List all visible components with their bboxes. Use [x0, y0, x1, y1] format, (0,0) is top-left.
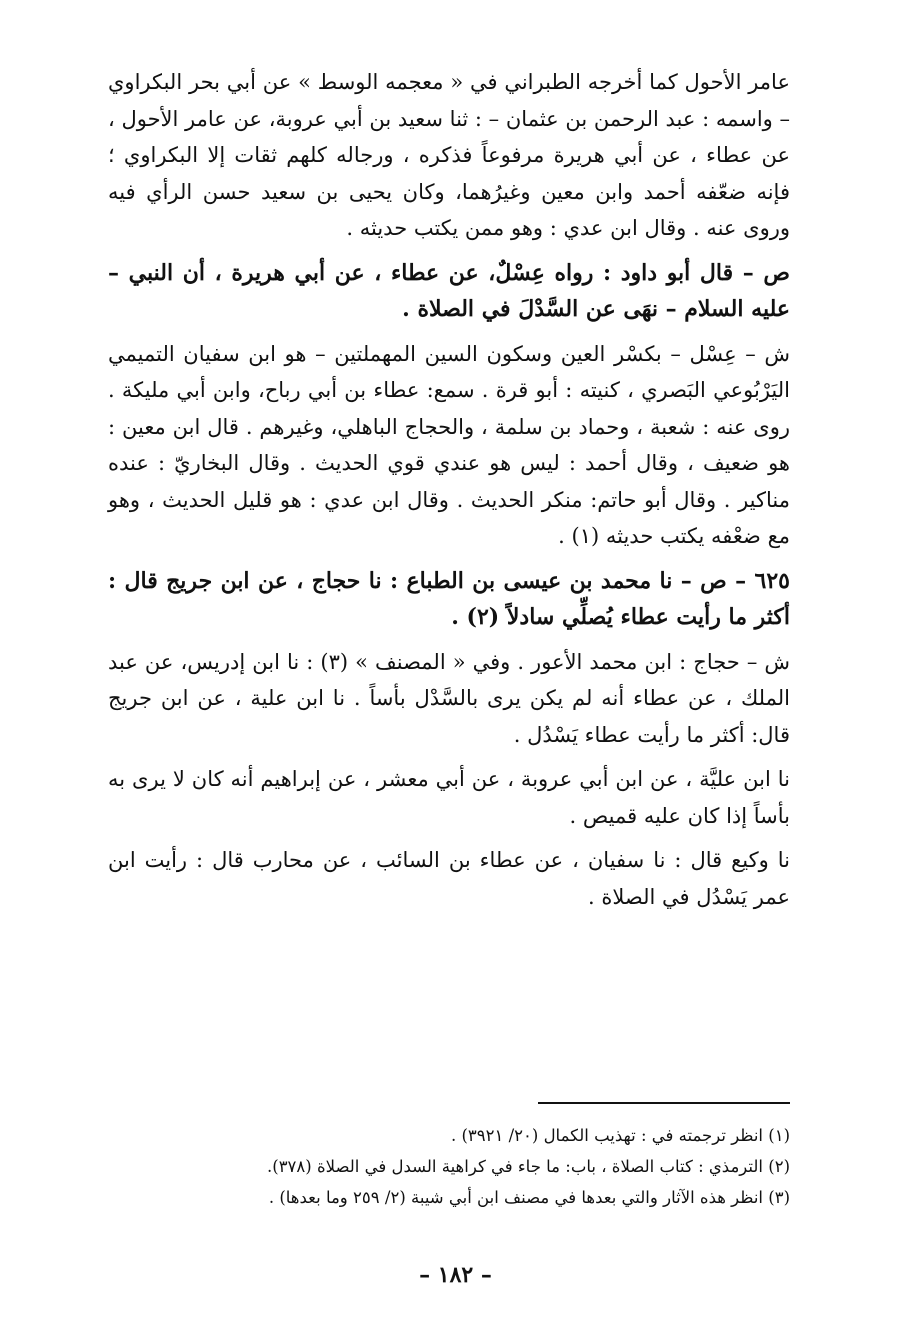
- footnote-3: (٣) انظر هذه الآثار والتي بعدها في مصنف ابن أبي شيبة (٢/ ٢٥٩ وما بعدها) .: [268, 1188, 790, 1207]
- paragraph-text: ش – عِسْل – بكسْر العين وسكون السين المهملتين – هو ابن سفيان التميمي اليَرْبُوعي البَصري ، كنيته : أبو قرة . سمع: عطاء بن أبي رباح، وابن أبي مليكة . روى عنه : شعبة ، وحماد بن سلمة ، والحجاج الباهلي، وغيرهم . قال ابن معين : هو ضعيف ، وقال أحمد : ليس هو عندي قوي الحديث . وقال البخاريّ : عنده مناكير . وقال أبو حاتم: منكر الحديث . وقال ابن عدي : هو قليل الحديث ، وهو مع ضعْفه يكتب حديثه (١) .: [108, 341, 790, 548]
- paragraph-text: ش – حجاج : ابن محمد الأعور . وفي « المصنف » (٣) : نا ابن إدريس، عن عبد الملك ، عن عطاء أنه لم يكن يرى بالسَّدْل بأساً . نا ابن علية ، عن ابن جريج قال: أكثر ما رأيت عطاء يَسْدُل .: [108, 649, 790, 747]
- paragraph-text: عامر الأحول كما أخرجه الطبراني في « معجمه الوسط » عن أبي بحر البكراوي – واسمه : عبد الرحمن بن عثمان – : ثنا سعيد بن أبي عروبة، عن عامر الأحول ، عن عطاء ، عن أبي هريرة مرفوعاً فذكره ، ورجاله كلهم ثقات إلا البكراوي ؛ فإنه ضعّفه أحمد وابن معين وغيرُهما، وكان يحيى بن سعيد حسن الرأي فيه وروى عنه . وقال ابن عدي : وهو ممن يكتب حديثه .: [108, 70, 790, 240]
- footnote-2: (٢) الترمذي : كتاب الصلاة ، باب: ما جاء في كراهية السدل في الصلاة (٣٧٨).: [267, 1157, 790, 1176]
- paragraph-narration-1: [108, 761, 790, 834]
- footnote-divider: [538, 1102, 790, 1104]
- paragraph-narration-2: [108, 842, 790, 915]
- paragraph-text: ص – قال أبو داود : رواه عِسْلٌ، عن عطاء ، عن أبي هريرة ، أن النبي –عليه السلام – نهَى عن السَّدْلَ في الصلاة .: [108, 259, 790, 322]
- paragraph-hadith-625: [108, 563, 790, 636]
- footnote-1: (١) انظر ترجمته في : تهذيب الكمال (٢٠/ ٣٩٢١) .: [450, 1126, 790, 1145]
- paragraph-commentary-1: [108, 64, 790, 247]
- paragraph-text: ٦٢٥ – ص – نا محمد بن عيسى بن الطباع : نا حجاج ، عن ابن جريج قال : أكثر ما رأيت عطاء يُصلِّي سادلاً (٢) .: [108, 567, 790, 630]
- paragraph-commentary-3: [108, 644, 790, 754]
- paragraph-text-sad: [108, 255, 790, 328]
- paragraph-text: نا ابن عليَّة ، عن ابن أبي عروبة ، عن أبي معشر ، عن إبراهيم أنه كان لا يرى به بأساً إذا كان عليه قميص .: [108, 767, 790, 828]
- paragraph-text: نا وكيع قال : نا سفيان ، عن عطاء بن السائب ، عن محارب قال : رأيت ابن عمر يَسْدُل في الصلاة .: [108, 848, 790, 909]
- paragraph-commentary-2: [108, 336, 790, 555]
- page-number: – ١٨٢ –: [419, 1262, 492, 1288]
- footnotes: [108, 1120, 790, 1213]
